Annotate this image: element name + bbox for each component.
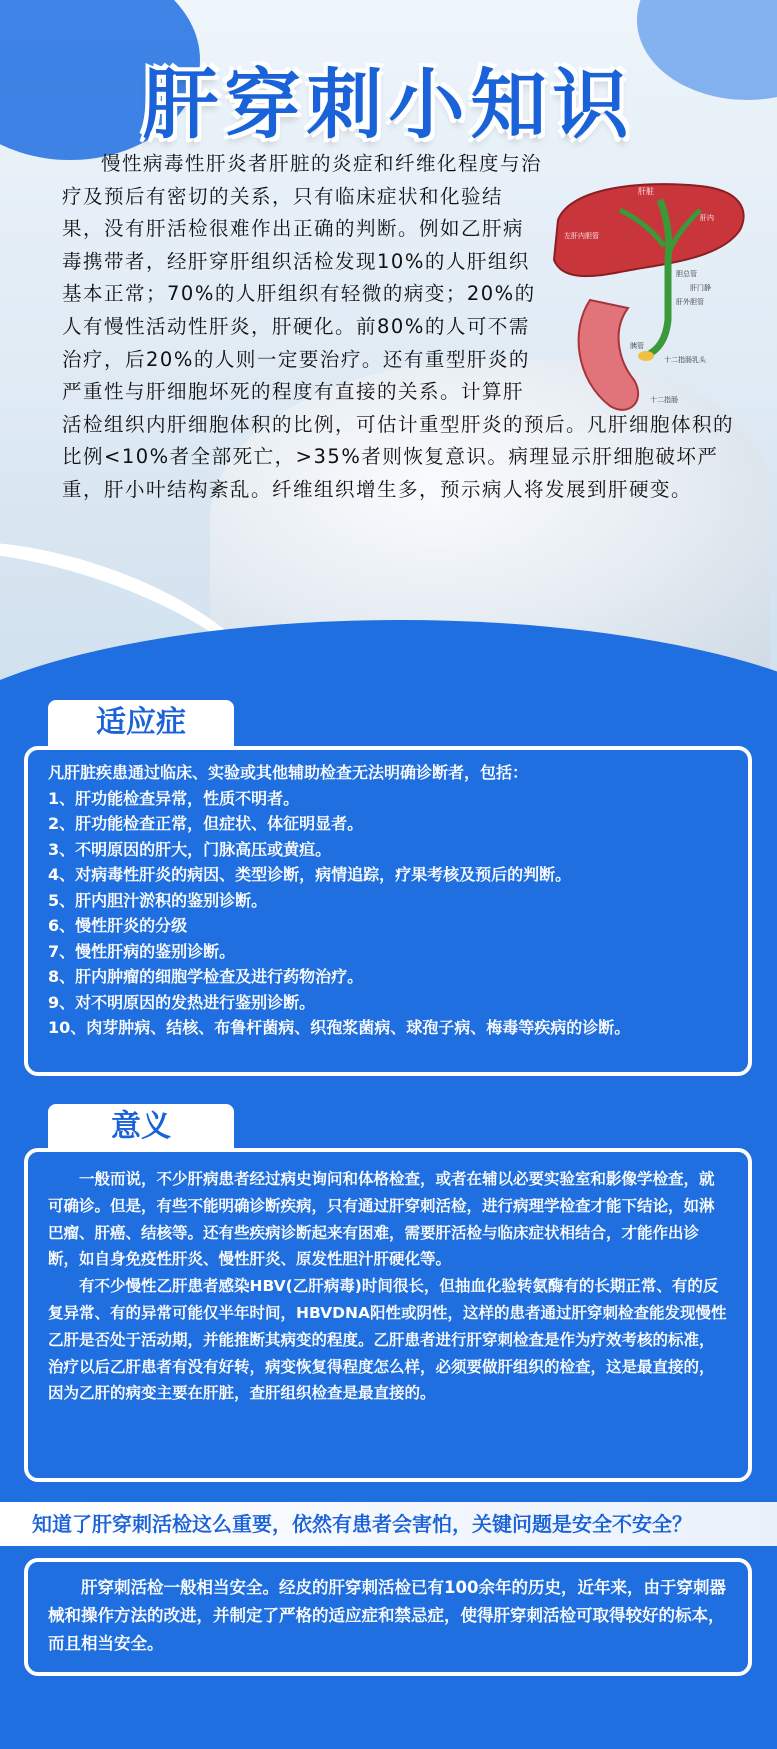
significance-paragraph: 有不少慢性乙肝患者感染HBV(乙肝病毒)时间很长，但抽血化验转氨酶有的长期正常、有的反复异常、有的异常可能仅半年时间，HBVDNA阳性或阴性，这样的患者通过肝穿刺检查能发现慢性乙肝是否处于活动期，并能推断其病变的程度。乙肝患者进行肝穿刺检查是作为疗效考核的标准，治疗以后乙肝患者有没有好转，病变恢复得程度怎么样，必须要做肝组织的检查，这是最直接的，因为乙肝的病变主要在肝脏，查肝组织检查是最直接的。 [48,1277,727,1403]
list-item: 8、肝内肿瘤的细胞学检查及进行药物治疗。 [48,967,364,986]
list-item: 9、对不明原因的发热进行鉴别诊断。 [48,992,316,1012]
intro-text: 慢性病毒性肝炎者肝脏的炎症和纤维化程度与治疗及预后有密切的关系，只有临床症状和化验结果，没有肝活检很难作出正确的判断。例如乙肝病毒携带者，经肝穿肝组织活检发现10%的人肝组织基本正常；70%的人肝组织有轻微的病变；20%的人有慢性活动性肝炎，肝硬化。前80%的人可不需治疗，后20%的人则一定要治疗。还有重型肝炎的严重性与肝细胞坏死的程度有直接的关系。计算肝活检组织内肝细胞体积的比例，可估计重型肝炎的预后。凡肝细胞体积的比例<10%者全部死亡，>35%者则恢复意识。病理显示肝细胞破坏严重，肝小叶结构紊乱。纤维组织增生多，预示病人将发展到肝硬变。 [62,152,735,501]
list-item: 2、肝功能检查正常，但症状、体征明显者。 [48,814,364,833]
diagram-label: 胰管 [630,342,644,350]
indications-box [24,746,752,1076]
safety-box [24,1558,752,1676]
list-item: 10、肉芽肿病、结核、布鲁杆菌病、织孢浆菌病、球孢子病、梅毒等疾病的诊断。 [48,1018,631,1037]
significance-paragraph: 一般而说，不少肝病患者经过病史询问和体格检查，或者在辅以必要实验室和影像学检查，就可确诊。但是，有些不能明确诊断疾病，只有通过肝穿刺活检，进行病理学检查才能下结论，如淋巴瘤、肝癌、结核等。还有些疾病诊断起来有困难，需要肝活检与临床症状相结合，才能作出诊断，如自身免疫性肝炎、慢性肝炎、原发性胆汁肝硬化等。 [48,1170,715,1269]
indications-lead: 凡肝脏疾患通过临床、实验或其他辅助检查无法明确诊断者，包括： [48,763,529,782]
list-item: 5、肝内胆汁淤积的鉴别诊断。 [48,890,268,910]
section-heading-indications: 适应症 [48,700,234,746]
diagram-label: 十二指肠乳头 [664,356,706,364]
diagram-label: 肝门静 [690,284,711,292]
diagram-label: 十二指肠 [650,396,678,404]
list-item: 6、慢性肝炎的分级 [48,916,188,935]
diagram-spacer [542,148,742,404]
diagram-label: 肝内 [700,214,714,222]
diagram-label: 肝外胆管 [676,298,704,306]
safety-banner: 知道了肝穿刺活检这么重要，依然有患者会害怕，关键问题是安全不安全？ [0,1502,777,1546]
intro-paragraph [62,148,742,507]
diagram-label: 肝脏 [638,187,654,196]
diagram-label: 胆总管 [676,270,697,278]
safety-paragraph: 肝穿刺活检一般相当安全。经皮的肝穿刺活检已有100余年的历史，近年来，由于穿刺器械和操作方法的改进，并制定了严格的适应症和禁忌症，使得肝穿刺活检可取得较好的标本，而且相当安全。 [48,1578,726,1653]
section-heading-significance: 意义 [48,1104,234,1150]
list-item: 3、不明原因的肝大，门脉高压或黄疸。 [48,839,332,859]
page-title: 肝穿刺小知识 [142,60,635,149]
diagram-label: 左肝内胆管 [564,232,599,240]
list-item: 1、肝功能检查异常，性质不明者。 [48,788,300,808]
significance-box [24,1148,752,1482]
list-item: 4、对病毒性肝炎的病因、类型诊断，病情追踪，疗果考核及预后的判断。 [48,865,572,884]
list-item: 7、慢性肝病的鉴别诊断。 [48,941,236,961]
